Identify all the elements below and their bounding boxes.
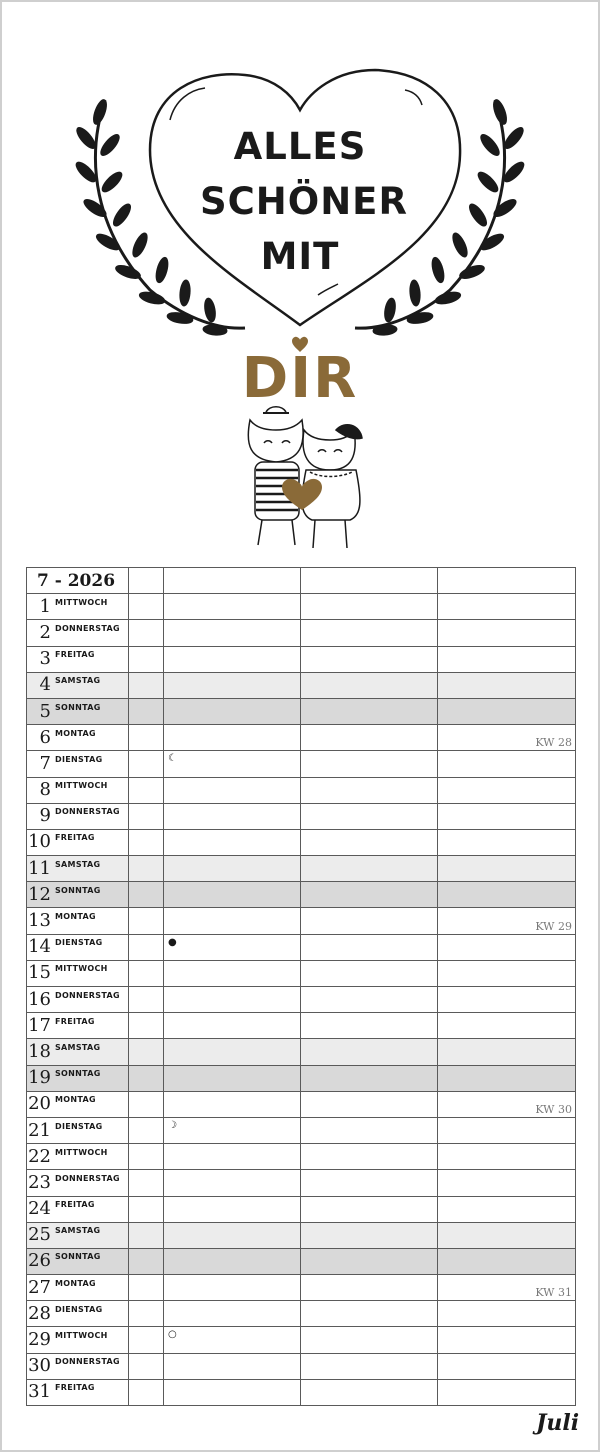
heart-shine-right: [405, 90, 422, 105]
entry-cell-1[interactable]: [164, 829, 301, 855]
day-number: 14: [28, 936, 51, 958]
entry-cell-2[interactable]: [301, 1301, 438, 1327]
day-label-cell: [27, 934, 129, 960]
entry-cell-2[interactable]: [301, 908, 438, 934]
entry-cell-3[interactable]: [438, 908, 576, 934]
day-number: 20: [28, 1093, 51, 1115]
day-label-cell: [27, 908, 129, 934]
entry-cell-3[interactable]: [438, 1013, 576, 1039]
calendar-day-row: [27, 594, 576, 620]
day-label-cell: [27, 1091, 129, 1117]
entry-cell-2[interactable]: [301, 1248, 438, 1274]
narrow-cell[interactable]: [129, 1301, 164, 1327]
entry-cell-1[interactable]: [164, 1013, 301, 1039]
entry-cell-2[interactable]: [301, 1144, 438, 1170]
day-label-cell: [27, 1327, 129, 1353]
entry-cell-2[interactable]: [301, 1196, 438, 1222]
day-label-cell: [27, 1353, 129, 1379]
day-label-cell: [27, 960, 129, 986]
day-number: 17: [28, 1014, 51, 1036]
weekday-name: FREITAG: [55, 650, 95, 660]
entry-cell-3[interactable]: [438, 620, 576, 646]
narrow-cell[interactable]: [129, 1117, 164, 1143]
day-number: 30: [28, 1355, 51, 1377]
entry-cell-2[interactable]: [301, 856, 438, 882]
entry-cell-1[interactable]: [164, 1039, 301, 1065]
header-cell: [438, 568, 576, 594]
calendar-day-row: [27, 1353, 576, 1379]
day-label-cell: [27, 1248, 129, 1274]
weekday-name: MITTWOCH: [55, 597, 108, 607]
calendar-day-row: [27, 934, 576, 960]
entry-cell-1[interactable]: [164, 1301, 301, 1327]
entry-cell-2[interactable]: [301, 672, 438, 698]
heart-shine-bottom: [318, 284, 338, 295]
entry-cell-1[interactable]: [164, 1091, 301, 1117]
entry-cell-3[interactable]: [438, 698, 576, 724]
entry-cell-1[interactable]: [164, 856, 301, 882]
narrow-cell[interactable]: [129, 882, 164, 908]
entry-cell-1[interactable]: [164, 882, 301, 908]
entry-cell-1[interactable]: [164, 1222, 301, 1248]
calendar-day-row: [27, 882, 576, 908]
entry-cell-2[interactable]: [301, 882, 438, 908]
day-number: 11: [28, 857, 51, 879]
day-label-cell: [27, 1222, 129, 1248]
entry-cell-3[interactable]: [438, 1170, 576, 1196]
calendar-day-row: [27, 987, 576, 1013]
weekday-name: SAMSTAG: [55, 859, 101, 869]
hero-artwork: [0, 0, 600, 560]
narrow-cell[interactable]: [129, 698, 164, 724]
weekday-name: DIENSTAG: [55, 938, 103, 948]
narrow-cell[interactable]: [129, 803, 164, 829]
entry-cell-3[interactable]: [438, 1117, 576, 1143]
moon-phase-icon: ☽: [168, 1119, 177, 1131]
weekday-name: DONNERSTAG: [55, 807, 120, 817]
narrow-cell[interactable]: [129, 960, 164, 986]
day-number: 9: [39, 805, 51, 827]
entry-cell-1[interactable]: [164, 987, 301, 1013]
weekday-name: SAMSTAG: [55, 1226, 101, 1236]
weekday-name: DIENSTAG: [55, 1121, 103, 1131]
weekday-name: DONNERSTAG: [55, 990, 120, 1000]
entry-cell-1[interactable]: [164, 1170, 301, 1196]
day-label-cell: [27, 725, 129, 751]
narrow-cell[interactable]: [129, 1039, 164, 1065]
header-cell: [164, 568, 301, 594]
entry-cell-1[interactable]: [164, 1117, 301, 1143]
entry-cell-3[interactable]: [438, 1327, 576, 1353]
day-label-cell: [27, 646, 129, 672]
entry-cell-2[interactable]: [301, 646, 438, 672]
weekday-name: FREITAG: [55, 1200, 95, 1210]
day-number: 10: [28, 831, 51, 853]
narrow-cell[interactable]: [129, 1013, 164, 1039]
calendar-day-row: [27, 620, 576, 646]
weekday-name: MONTAG: [55, 728, 96, 738]
weekday-name: MONTAG: [55, 912, 96, 922]
day-number: 16: [28, 988, 51, 1010]
title-line-2: SCHÖNER: [200, 180, 408, 223]
entry-cell-2[interactable]: [301, 1379, 438, 1405]
entry-cell-1[interactable]: [164, 934, 301, 960]
narrow-cell[interactable]: [129, 987, 164, 1013]
entry-cell-3[interactable]: [438, 882, 576, 908]
day-label-cell: [27, 882, 129, 908]
day-number: 1: [39, 595, 51, 617]
entry-cell-2[interactable]: [301, 777, 438, 803]
day-label-cell: [27, 1275, 129, 1301]
entry-cell-3[interactable]: [438, 829, 576, 855]
day-label-cell: [27, 751, 129, 777]
day-number: 26: [28, 1250, 51, 1272]
calendar-day-row: [27, 1275, 576, 1301]
narrow-cell[interactable]: [129, 934, 164, 960]
entry-cell-1[interactable]: [164, 751, 301, 777]
entry-cell-3[interactable]: [438, 1065, 576, 1091]
calendar-day-row: [27, 1013, 576, 1039]
day-number: 4: [39, 674, 51, 696]
weekday-name: FREITAG: [55, 1016, 95, 1026]
entry-cell-2[interactable]: [301, 725, 438, 751]
day-number: 2: [39, 621, 51, 643]
entry-cell-1[interactable]: [164, 1196, 301, 1222]
entry-cell-3[interactable]: [438, 1196, 576, 1222]
day-label-cell: [27, 698, 129, 724]
weekday-name: DONNERSTAG: [55, 1173, 120, 1183]
weekday-name: DIENSTAG: [55, 754, 103, 764]
month-label: 7 - 2026: [27, 568, 129, 594]
narrow-cell[interactable]: [129, 620, 164, 646]
narrow-cell[interactable]: [129, 1353, 164, 1379]
day-label-cell: [27, 620, 129, 646]
entry-cell-3[interactable]: [438, 934, 576, 960]
entry-cell-2[interactable]: [301, 620, 438, 646]
heart-laurel-illustration: [0, 0, 600, 560]
day-number: 5: [39, 700, 51, 722]
weekday-name: DONNERSTAG: [55, 1357, 120, 1367]
calendar-header-row: [27, 568, 576, 594]
day-number: 19: [28, 1067, 51, 1089]
day-label-cell: [27, 594, 129, 620]
title-accent: DIR: [241, 346, 359, 411]
entry-cell-1[interactable]: [164, 698, 301, 724]
narrow-cell[interactable]: [129, 777, 164, 803]
narrow-cell[interactable]: [129, 646, 164, 672]
entry-cell-1[interactable]: [164, 725, 301, 751]
calendar-day-row: [27, 829, 576, 855]
entry-cell-2[interactable]: [301, 698, 438, 724]
day-label-cell: [27, 672, 129, 698]
narrow-cell[interactable]: [129, 1144, 164, 1170]
entry-cell-1[interactable]: [164, 594, 301, 620]
entry-cell-2[interactable]: [301, 1091, 438, 1117]
entry-cell-3[interactable]: [438, 751, 576, 777]
calendar-day-row: [27, 725, 576, 751]
day-number: 23: [28, 1171, 51, 1193]
narrow-cell[interactable]: [129, 1170, 164, 1196]
calendar-week-label: KW 30: [535, 1102, 572, 1116]
narrow-cell[interactable]: [129, 725, 164, 751]
narrow-cell[interactable]: [129, 1196, 164, 1222]
day-number: 28: [28, 1302, 51, 1324]
entry-cell-3[interactable]: [438, 1144, 576, 1170]
calendar-week-label: KW 29: [535, 919, 572, 933]
entry-cell-2[interactable]: [301, 751, 438, 777]
calendar-day-row: [27, 1117, 576, 1143]
header-cell: [301, 568, 438, 594]
calendar-week-label: KW 28: [535, 736, 572, 750]
entry-cell-2[interactable]: [301, 1170, 438, 1196]
day-label-cell: [27, 1039, 129, 1065]
entry-cell-1[interactable]: [164, 620, 301, 646]
calendar-day-row: [27, 1301, 576, 1327]
entry-cell-3[interactable]: [438, 646, 576, 672]
narrow-cell[interactable]: [129, 594, 164, 620]
narrow-cell[interactable]: [129, 908, 164, 934]
entry-cell-1[interactable]: [164, 1327, 301, 1353]
day-number: 3: [39, 648, 51, 670]
narrow-cell[interactable]: [129, 1248, 164, 1274]
day-number: 18: [28, 1040, 51, 1062]
calendar-day-row: [27, 1091, 576, 1117]
entry-cell-1[interactable]: [164, 1248, 301, 1274]
day-label-cell: [27, 987, 129, 1013]
weekday-name: MITTWOCH: [55, 964, 108, 974]
calendar-day-row: [27, 646, 576, 672]
day-number: 13: [28, 910, 51, 932]
narrow-cell[interactable]: [129, 1275, 164, 1301]
narrow-cell[interactable]: [129, 1327, 164, 1353]
day-number: 7: [39, 752, 51, 774]
entry-cell-1[interactable]: [164, 777, 301, 803]
header-cell: [129, 568, 164, 594]
month-calendar-grid: [26, 567, 576, 1406]
entry-cell-1[interactable]: [164, 646, 301, 672]
day-number: 24: [28, 1198, 51, 1220]
weekday-name: DONNERSTAG: [55, 623, 120, 633]
entry-cell-3[interactable]: [438, 777, 576, 803]
weekday-name: SONNTAG: [55, 702, 101, 712]
entry-cell-3[interactable]: [438, 1379, 576, 1405]
weekday-name: SAMSTAG: [55, 1042, 101, 1052]
calendar-day-row: [27, 960, 576, 986]
narrow-cell[interactable]: [129, 672, 164, 698]
entry-cell-2[interactable]: [301, 803, 438, 829]
moon-phase-icon: ☾: [168, 753, 177, 765]
weekday-name: MONTAG: [55, 1095, 96, 1105]
day-number: 29: [28, 1329, 51, 1351]
calendar-week-label: KW 31: [535, 1286, 572, 1300]
calendar-day-row: [27, 1144, 576, 1170]
calendar-day-row: [27, 1327, 576, 1353]
entry-cell-3[interactable]: [438, 1248, 576, 1274]
narrow-cell[interactable]: [129, 1065, 164, 1091]
calendar-day-row: [27, 908, 576, 934]
weekday-name: FREITAG: [55, 833, 95, 843]
moon-phase-icon: ○: [168, 1329, 177, 1341]
calendar-day-row: [27, 1222, 576, 1248]
weekday-name: SAMSTAG: [55, 676, 101, 686]
entry-cell-2[interactable]: [301, 1039, 438, 1065]
entry-cell-1[interactable]: [164, 1065, 301, 1091]
cats-illustration: [248, 407, 362, 548]
weekday-name: FREITAG: [55, 1383, 95, 1393]
entry-cell-3[interactable]: [438, 803, 576, 829]
entry-cell-1[interactable]: [164, 1379, 301, 1405]
entry-cell-1[interactable]: [164, 1144, 301, 1170]
day-label-cell: [27, 1013, 129, 1039]
entry-cell-3[interactable]: [438, 856, 576, 882]
narrow-cell[interactable]: [129, 1379, 164, 1405]
calendar-day-row: [27, 1248, 576, 1274]
entry-cell-1[interactable]: [164, 908, 301, 934]
entry-cell-3[interactable]: [438, 594, 576, 620]
day-number: 21: [28, 1119, 51, 1141]
day-label-cell: [27, 1170, 129, 1196]
entry-cell-2[interactable]: [301, 1065, 438, 1091]
calendar-day-row: [27, 856, 576, 882]
entry-cell-2[interactable]: [301, 960, 438, 986]
entry-cell-3[interactable]: [438, 1039, 576, 1065]
entry-cell-3[interactable]: [438, 960, 576, 986]
entry-cell-1[interactable]: [164, 1353, 301, 1379]
calendar-day-row: [27, 1065, 576, 1091]
narrow-cell[interactable]: [129, 829, 164, 855]
day-label-cell: [27, 1144, 129, 1170]
calendar-day-row: [27, 777, 576, 803]
entry-cell-2[interactable]: [301, 987, 438, 1013]
narrow-cell[interactable]: [129, 1222, 164, 1248]
entry-cell-3[interactable]: [438, 1353, 576, 1379]
day-label-cell: [27, 829, 129, 855]
day-label-cell: [27, 1065, 129, 1091]
day-number: 25: [28, 1224, 51, 1246]
entry-cell-3[interactable]: [438, 1301, 576, 1327]
entry-cell-1[interactable]: [164, 1275, 301, 1301]
entry-cell-3[interactable]: [438, 1222, 576, 1248]
calendar-day-row: [27, 1170, 576, 1196]
calendar-day-row: [27, 751, 576, 777]
day-label-cell: [27, 1196, 129, 1222]
weekday-name: MITTWOCH: [55, 781, 108, 791]
day-label-cell: [27, 1379, 129, 1405]
day-number: 8: [39, 779, 51, 801]
entry-cell-1[interactable]: [164, 672, 301, 698]
calendar-day-row: [27, 672, 576, 698]
entry-cell-2[interactable]: [301, 1013, 438, 1039]
weekday-name: MITTWOCH: [55, 1331, 108, 1341]
entry-cell-2[interactable]: [301, 594, 438, 620]
day-label-cell: [27, 803, 129, 829]
title-line-3: MIT: [260, 235, 340, 278]
day-number: 12: [28, 883, 51, 905]
weekday-name: MONTAG: [55, 1278, 96, 1288]
entry-cell-2[interactable]: [301, 1117, 438, 1143]
calendar-day-row: [27, 698, 576, 724]
weekday-name: MITTWOCH: [55, 1147, 108, 1157]
narrow-cell[interactable]: [129, 856, 164, 882]
brand-logo: Juli: [536, 1410, 580, 1436]
day-label-cell: [27, 856, 129, 882]
calendar-day-row: [27, 1379, 576, 1405]
calendar-day-row: [27, 803, 576, 829]
day-label-cell: [27, 1117, 129, 1143]
entry-cell-2[interactable]: [301, 1353, 438, 1379]
entry-cell-1[interactable]: [164, 803, 301, 829]
day-number: 15: [28, 962, 51, 984]
moon-phase-icon: ●: [168, 936, 177, 948]
entry-cell-3[interactable]: [438, 1275, 576, 1301]
day-label-cell: [27, 777, 129, 803]
entry-cell-2[interactable]: [301, 1327, 438, 1353]
day-number: 27: [28, 1276, 51, 1298]
entry-cell-1[interactable]: [164, 960, 301, 986]
title-line-1: ALLES: [233, 125, 367, 168]
weekday-name: SONNTAG: [55, 885, 101, 895]
day-number: 6: [39, 726, 51, 748]
day-number: 31: [28, 1381, 51, 1403]
entry-cell-3[interactable]: [438, 672, 576, 698]
narrow-cell[interactable]: [129, 751, 164, 777]
calendar-day-row: [27, 1039, 576, 1065]
entry-cell-2[interactable]: [301, 829, 438, 855]
weekday-name: SONNTAG: [55, 1069, 101, 1079]
entry-cell-3[interactable]: [438, 1091, 576, 1117]
weekday-name: SONNTAG: [55, 1252, 101, 1262]
entry-cell-2[interactable]: [301, 1275, 438, 1301]
calendar-day-row: [27, 1196, 576, 1222]
weekday-name: DIENSTAG: [55, 1304, 103, 1314]
entry-cell-2[interactable]: [301, 934, 438, 960]
day-label-cell: [27, 1301, 129, 1327]
entry-cell-3[interactable]: [438, 987, 576, 1013]
day-number: 22: [28, 1145, 51, 1167]
narrow-cell[interactable]: [129, 1091, 164, 1117]
entry-cell-3[interactable]: [438, 725, 576, 751]
entry-cell-2[interactable]: [301, 1222, 438, 1248]
